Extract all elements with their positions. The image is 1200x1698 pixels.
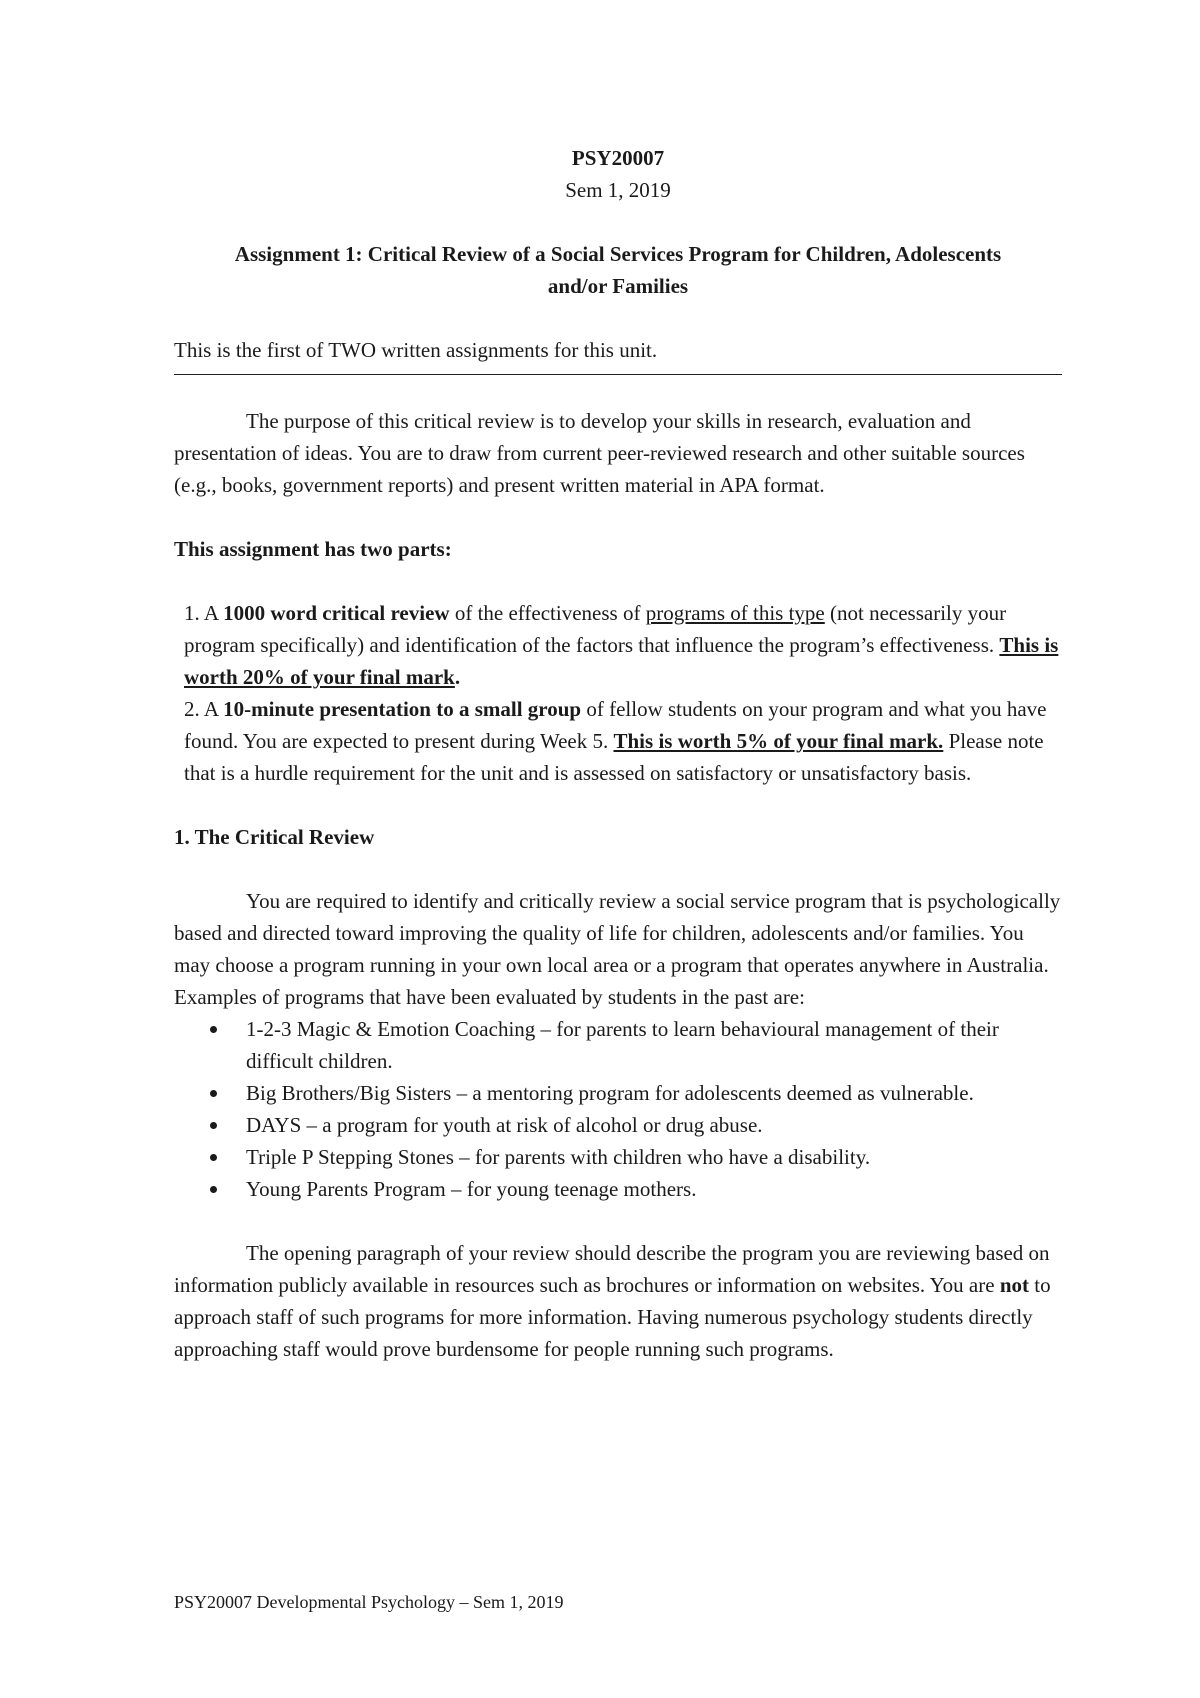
example-text: Triple P Stepping Stones – for parents with children who have a disability.	[246, 1145, 871, 1169]
semester: Sem 1, 2019	[565, 178, 671, 202]
example-item	[246, 1077, 1062, 1109]
bullet-icon	[210, 1026, 217, 1033]
parts-heading: This assignment has two parts:	[174, 537, 452, 561]
purpose-paragraph: The purpose of this critical review is to develop your skills in research, evaluation and presentation of ideas. You are to draw from current peer-reviewed research and other suitable sources (e.g., books, government reports) and present written material in APA format.	[174, 409, 1025, 497]
part-2-number: 2. A	[184, 697, 224, 721]
opening-bold: not	[999, 1273, 1029, 1297]
examples-list	[174, 1013, 1062, 1205]
opening-text-a: The opening paragraph of your review should describe the program you are reviewing based on information publicly available in resources such as brochures or information on websites. You are	[174, 1241, 1050, 1297]
intro-text: This is the first of TWO written assignments for this unit.	[174, 338, 658, 362]
example-item	[246, 1013, 1062, 1077]
bullet-icon	[210, 1154, 217, 1161]
horizontal-rule	[174, 374, 1062, 375]
bullet-icon	[210, 1122, 217, 1129]
part-1-number: 1. A	[184, 601, 224, 625]
assignment-title	[174, 238, 1062, 302]
part-1-text-b: (not necessarily your program specifically) and identification of the factors that influence the program’s effectiveness.	[184, 601, 1007, 657]
part-item-2	[184, 693, 1062, 789]
part-2-bold: 10-minute presentation to a small group	[223, 697, 582, 721]
page-footer: PSY20007 Developmental Psychology – Sem 1, 2019	[174, 1592, 564, 1612]
example-item	[246, 1109, 1062, 1141]
part-1-underline: programs of this type	[645, 601, 825, 625]
part-1-text-a: of the effectiveness of	[449, 601, 646, 625]
example-text: DAYS – a program for youth at risk of alcohol or drug abuse.	[246, 1113, 763, 1137]
example-item	[246, 1173, 1062, 1205]
example-text: Young Parents Program – for young teenage mothers.	[246, 1177, 697, 1201]
bullet-icon	[210, 1090, 217, 1097]
assignment-title-line2: and/or Families	[547, 274, 689, 298]
section-1-heading: 1. The Critical Review	[174, 825, 375, 849]
opening-text-b: to approach staff of such programs for more information. Having numerous psychology students directly approaching staff would prove burdensome for people running such programs.	[174, 1273, 1051, 1361]
part-1-bold: 1000 word critical review	[223, 601, 450, 625]
part-2-worth: This is worth 5% of your final mark.	[613, 729, 944, 753]
opening-paragraph	[174, 1237, 1062, 1365]
example-text: Big Brothers/Big Sisters – a mentoring program for adolescents deemed as vulnerable.	[246, 1081, 974, 1105]
course-code: PSY20007	[571, 146, 665, 170]
part-2-text-a: of fellow students on your program and what you have found. You are expected to present during Week 5.	[184, 697, 1047, 753]
section-1-paragraph: You are required to identify and critically review a social service program that is psychologically based and directed toward improving the quality of life for children, adolescents and/or families. You may choose a program running in your own local area or a program that operates anywhere in Australia. Examples of programs that have been evaluated by students in the past are:	[174, 889, 1061, 1009]
part-1-worth: This is worth 20% of your final mark	[184, 633, 1059, 689]
bullet-icon	[210, 1186, 217, 1193]
example-text: 1-2-3 Magic & Emotion Coaching – for parents to learn behavioural management of their difficult children.	[246, 1017, 999, 1073]
part-2-text-b: Please note that is a hurdle requirement for the unit and is assessed on satisfactory or unsatisfactory basis.	[184, 729, 1044, 785]
part-item-1	[184, 597, 1062, 693]
part-1-end: .	[454, 665, 461, 689]
example-item	[246, 1141, 1062, 1173]
parts-list	[174, 597, 1062, 789]
document-body	[174, 142, 1062, 1365]
assignment-title-line1: Assignment 1: Critical Review of a Social Services Program for Children, Adolescents	[234, 242, 1002, 266]
